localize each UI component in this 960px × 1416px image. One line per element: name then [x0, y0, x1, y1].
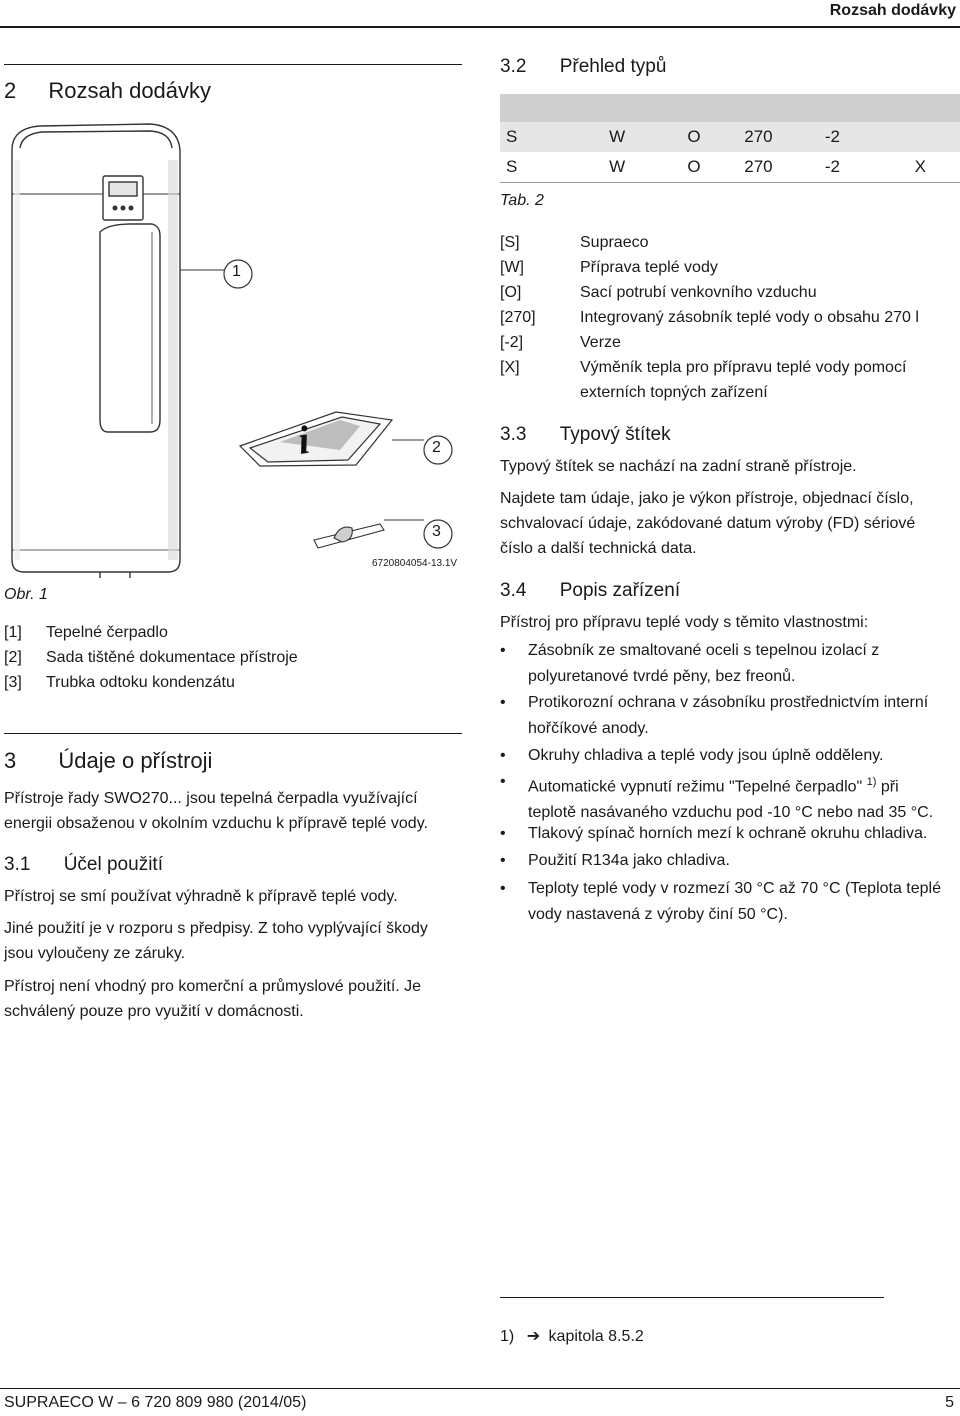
section-rule [4, 64, 462, 65]
section-2-heading [4, 78, 211, 104]
footer-rule [0, 1388, 960, 1389]
paragraph: Typový štítek se nachází na zadní straně přístroje. [500, 458, 857, 475]
legend-key: [2] [4, 649, 22, 666]
section-number: 3.4 [500, 580, 527, 601]
section-3-3-heading [500, 424, 671, 446]
text-line: Protikorozní ochrana v zásobníku prostřednictvím interní [528, 694, 929, 711]
table-cell [909, 122, 960, 152]
list-item [500, 876, 950, 928]
callout-3: 3 [432, 523, 441, 540]
figure-heat-pump [0, 120, 462, 580]
section-number: 2 [4, 78, 17, 103]
section-number: 3.1 [4, 854, 31, 875]
section-number: 3.3 [500, 424, 527, 445]
text-line: schvalovací údaje, zakódované datum výroby (FD) sériové [500, 515, 916, 532]
figure-legend-item [4, 670, 235, 695]
section-rule [4, 733, 462, 734]
bullet-icon: • [500, 880, 506, 897]
text-line: hořčíkové anody. [528, 720, 649, 737]
footnote-text: kapitola 8.5.2 [548, 1328, 644, 1345]
bullet-icon: • [500, 825, 506, 842]
figure-caption: Obr. 1 [4, 586, 48, 603]
list-item [500, 821, 950, 847]
running-header-title: Rozsah dodávky [829, 2, 956, 19]
legend-text: Výměník tepla pro přípravu teplé vody pomocí [580, 359, 907, 376]
section-title: Rozsah dodávky [48, 78, 212, 103]
figure-code: 6720804054-13.1V [372, 558, 458, 569]
legend-text: Verze [580, 334, 621, 351]
callout-2: 2 [432, 439, 441, 456]
footnote-mark: 1) [500, 1328, 515, 1345]
table-cell: W [603, 122, 681, 152]
header-rule [0, 26, 960, 28]
legend-text: Tepelné čerpadlo [46, 624, 168, 641]
page-number: 5 [945, 1394, 954, 1411]
text-line: energii obsaženou v okolním vzduchu k přípravě teplé vody. [4, 815, 428, 832]
bullet-icon: • [500, 852, 506, 869]
section-3-2-heading [500, 56, 666, 78]
bullet-icon: • [500, 747, 506, 764]
text-line: vody nastavená z výroby činí 50 °C). [528, 906, 788, 923]
section-title: Typový štítek [559, 424, 671, 445]
type-legend-item [500, 230, 649, 255]
legend-continuation: externích topných zařízení [580, 384, 768, 401]
section-title: Údaje o přístroji [58, 748, 213, 773]
paragraph [4, 916, 428, 966]
text-line: schválený pouze pro využití v domácnosti. [4, 1003, 304, 1020]
table-caption: Tab. 2 [500, 192, 544, 209]
paragraph [4, 974, 421, 1024]
table-cell: O [681, 122, 738, 152]
legend-text: Trubka odtoku kondenzátu [46, 674, 235, 691]
text-line: Jiné použití je v rozporu s předpisy. Z toho vyplývající škody [4, 920, 428, 937]
text-run: při [876, 778, 899, 796]
legend-key: [X] [500, 359, 520, 376]
list-item [500, 743, 950, 769]
type-legend-item [500, 255, 718, 280]
footnote-ref: 1) [866, 776, 877, 788]
legend-text: Supraeco [580, 234, 649, 251]
list-item [500, 848, 950, 874]
text-line: Přístroj není vhodný pro komerční a průmyslové použití. Je [4, 978, 422, 995]
section-number: 3 [4, 748, 17, 773]
legend-text: Příprava teplé vody [580, 259, 718, 276]
legend-key: [O] [500, 284, 522, 301]
table-cell: X [909, 152, 960, 183]
table-cell: O [681, 152, 738, 183]
section-title: Účel použití [63, 854, 163, 875]
legend-key: [270] [500, 309, 536, 326]
section-3-intro [4, 786, 428, 836]
section-number: 3.2 [500, 56, 527, 77]
text-line: Najdete tam údaje, jako je výkon přístroje, objednací číslo, [500, 490, 914, 507]
text-line: Okruhy chladiva a teplé vody jsou úplně odděleny. [528, 747, 884, 764]
figure-legend-item [4, 620, 168, 645]
text-line: polyuretanové tvrdé pěny, bez freonů. [528, 668, 796, 685]
table-row [500, 122, 960, 152]
arrow-right-icon: ➔ [526, 1328, 541, 1345]
text-line: teplotě nasávaného vzduchu pod -10 °C nebo nad 35 °C. [528, 804, 934, 822]
page-footer [0, 1388, 960, 1416]
table-header-row [500, 94, 960, 122]
text-run: Automatické vypnutí režimu "Tepelné čerpadlo" [528, 778, 863, 796]
type-legend-item [500, 355, 906, 380]
legend-text: Integrovaný zásobník teplé vody o obsahu 270 l [580, 309, 919, 326]
text-line: Použití R134a jako chladiva. [528, 852, 730, 869]
legend-key: [1] [4, 624, 22, 641]
footnote-rule [500, 1297, 884, 1298]
paragraph [500, 486, 915, 561]
table-cell: -2 [819, 122, 909, 152]
running-header [0, 0, 960, 30]
table-cell: W [603, 152, 681, 183]
legend-key: [-2] [500, 334, 524, 351]
table-cell: 270 [738, 152, 819, 183]
table-cell: S [500, 122, 603, 152]
bullet-icon: • [500, 694, 506, 711]
text-line: Teploty teplé vody v rozmezí 30 °C až 70 °C (Teplota teplé [528, 880, 941, 897]
type-table [500, 94, 960, 183]
text-line: číslo a další technická data. [500, 540, 697, 557]
section-3-heading [4, 748, 212, 774]
text-line: Přístroje řady SWO270... jsou tepelná čerpadla využívající [4, 790, 418, 807]
callout-1: 1 [232, 263, 241, 280]
section-3-1-heading [4, 854, 163, 876]
text-line: Tlakový spínač horních mezí k ochraně okruhu chladiva. [528, 825, 928, 842]
table-cell: -2 [819, 152, 909, 183]
legend-key: [3] [4, 674, 22, 691]
type-legend-item [500, 330, 621, 355]
bullet-icon: • [500, 773, 506, 790]
bullet-icon: • [500, 642, 506, 659]
figure-legend-item [4, 645, 298, 670]
text-line: Zásobník ze smaltované oceli s tepelnou izolací z [528, 642, 880, 659]
table-row [500, 152, 960, 183]
text-line: jsou vyloučeny ze záruky. [4, 945, 186, 962]
paragraph: Přístroj se smí používat výhradně k přípravě teplé vody. [4, 888, 398, 905]
legend-key: [W] [500, 259, 524, 276]
table-cell: 270 [738, 122, 819, 152]
section-title: Přehled typů [559, 56, 667, 77]
section-3-4-heading [500, 580, 680, 602]
legend-text: Sací potrubí venkovního vzduchu [580, 284, 817, 301]
footer-doc-id: SUPRAECO W – 6 720 809 980 (2014/05) [4, 1394, 307, 1411]
table-cell: S [500, 152, 603, 183]
legend-key: [S] [500, 234, 520, 251]
list-item [500, 690, 950, 742]
text-line [528, 769, 950, 800]
type-legend-item [500, 280, 817, 305]
footnote [500, 1324, 644, 1349]
paragraph: Přístroj pro přípravu teplé vody s těmito vlastnostmi: [500, 614, 869, 631]
heat-pump-illustration [0, 120, 462, 580]
type-legend-item [500, 305, 919, 330]
svg-text:i: i [294, 416, 313, 463]
legend-text: Sada tištěné dokumentace přístroje [46, 649, 298, 666]
section-title: Popis zařízení [559, 580, 681, 601]
list-item [500, 769, 950, 826]
list-item [500, 638, 950, 690]
